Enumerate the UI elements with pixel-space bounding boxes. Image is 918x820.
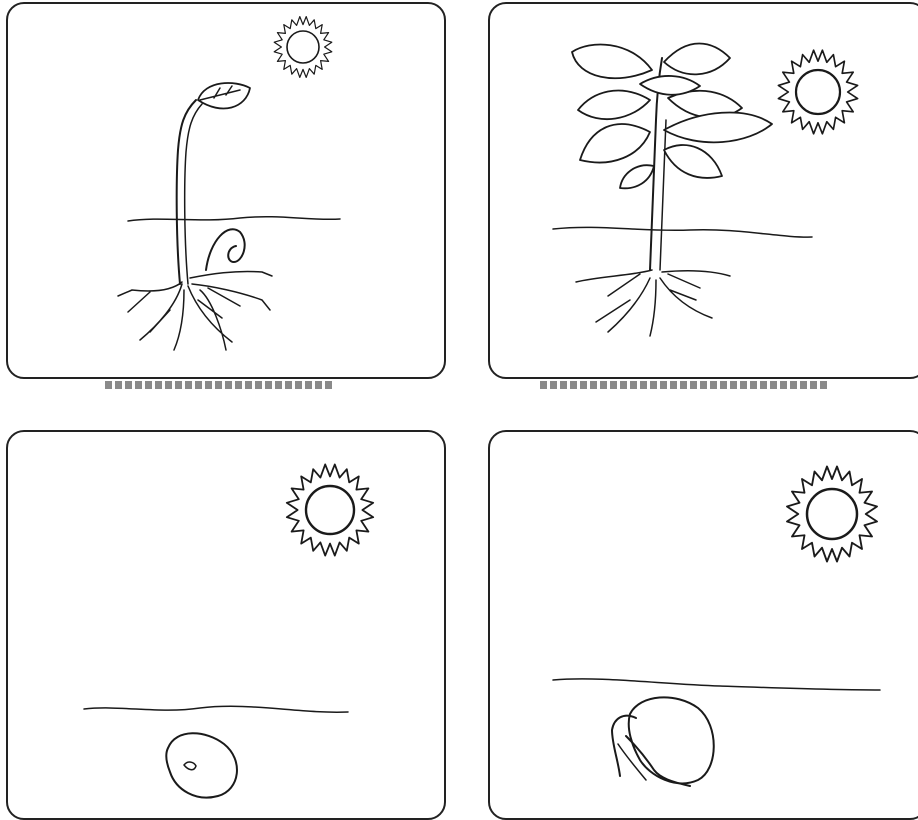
stem-inner xyxy=(660,120,666,270)
roots xyxy=(118,271,272,350)
seed xyxy=(629,697,714,783)
ground-line xyxy=(128,217,340,221)
sun-icon xyxy=(787,467,877,562)
panel4-art xyxy=(553,467,880,787)
stem-inner xyxy=(185,104,202,284)
seed-coat xyxy=(206,229,245,270)
sun-icon xyxy=(274,17,332,78)
seed-hilum xyxy=(184,762,196,770)
ground-line xyxy=(553,227,812,237)
seed xyxy=(166,733,237,797)
sun-icon xyxy=(287,464,373,555)
ground-line xyxy=(84,706,348,712)
roots xyxy=(576,270,730,336)
leaves xyxy=(572,44,772,189)
ground-line xyxy=(553,679,880,690)
panel3-art xyxy=(84,464,373,797)
leaf xyxy=(198,83,250,109)
panel1-art xyxy=(118,17,340,350)
sun-icon xyxy=(778,50,857,134)
panel2-art xyxy=(553,44,858,337)
